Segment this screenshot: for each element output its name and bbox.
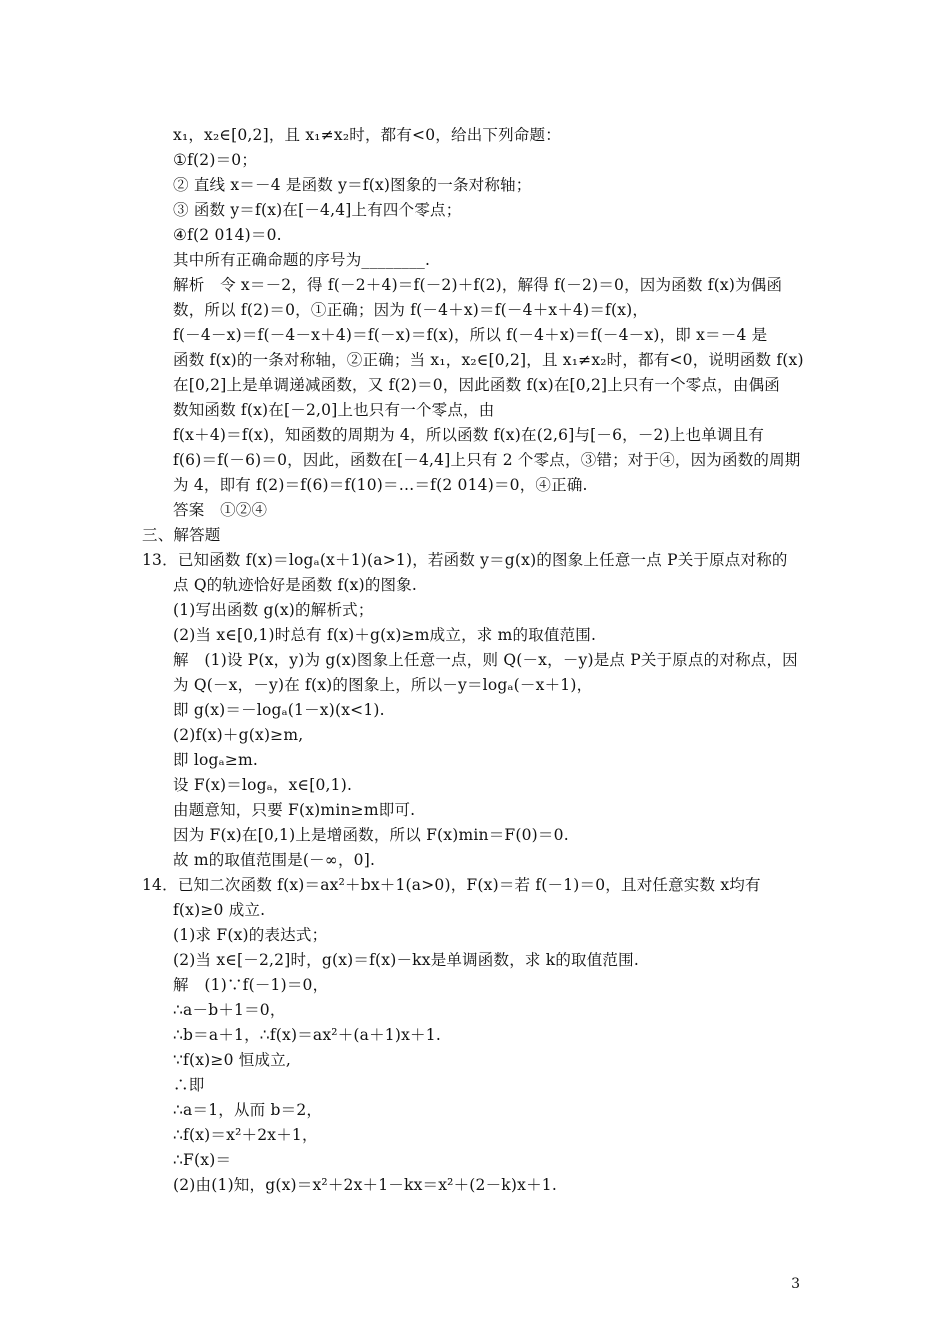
- text-line: 解析 令 x＝－2，得 f(－2＋4)＝f(－2)＋f(2)，解得 f(－2)＝0，因为函数 f(x)为偶函: [173, 276, 783, 294]
- question-13: 13．已知函数 f(x)＝logₐ(x＋1)(a>1)，若函数 y＝g(x)的图象上任意一点 P关于原点对称的: [142, 551, 788, 569]
- text-line: (2)由(1)知，g(x)＝x²＋2x＋1－kx＝x²＋(2－k)x＋1.: [173, 1176, 557, 1194]
- text-line: 由题意知，只要 F(x)min≥m即可.: [173, 801, 416, 819]
- text-line: ∴f(x)＝x²＋2x＋1，: [173, 1126, 318, 1144]
- text-line: ①f(2)＝0；: [173, 151, 258, 169]
- text-line: 即 g(x)＝－logₐ(1－x)(x<1).: [173, 701, 385, 719]
- text-line: (2)当 x∈[－2,2]时，g(x)＝f(x)－kx是单调函数，求 k的取值范围.: [173, 951, 639, 969]
- text-line: ∵f(x)≥0 恒成立,: [173, 1051, 292, 1069]
- text-line: f(6)＝f(－6)＝0，因此，函数在[－4,4]上只有 2 个零点，③错；对于④，因为函数的周期: [173, 451, 801, 469]
- answer-line: 答案 ①②④: [173, 501, 268, 519]
- text-line: (1)求 F(x)的表达式；: [173, 926, 328, 944]
- text-line: (1)写出函数 g(x)的解析式；: [173, 601, 374, 619]
- text-line: 数，所以 f(2)＝0，①正确；因为 f(－4＋x)＝f(－4＋x＋4)＝f(x)，: [173, 301, 649, 319]
- text-line: ∴b＝a＋1，∴f(x)＝ax²＋(a＋1)x＋1.: [173, 1026, 441, 1044]
- text-line: 即 logₐ≥m.: [173, 751, 259, 769]
- text-line: 故 m的取值范围是(－∞，0].: [173, 851, 376, 869]
- text-line: 设 F(x)＝logₐ，x∈[0,1).: [173, 776, 353, 794]
- text-line: 为 4，即有 f(2)＝f(6)＝f(10)＝…＝f(2 014)＝0，④正确.: [173, 476, 588, 494]
- text-line: 数知函数 f(x)在[－2,0]上也只有一个零点，由: [173, 401, 495, 419]
- text-line: ∴F(x)＝: [173, 1151, 232, 1169]
- text-line: ③ 函数 y＝f(x)在[－4,4]上有四个零点；: [173, 201, 462, 219]
- text-line: 点 Q的轨迹恰好是函数 f(x)的图象.: [173, 576, 418, 594]
- text-line: ∴a＝1，从而 b＝2，: [173, 1101, 323, 1119]
- question-14: 14．已知二次函数 f(x)＝ax²＋bx＋1(a>0)，F(x)＝若 f(－1)＝0，且对任意实数 x均有: [142, 876, 761, 894]
- text-line: ∴a－b＋1＝0，: [173, 1001, 286, 1019]
- text-line: 函数 f(x)的一条对称轴，②正确；当 x₁，x₂∈[0,2]，且 x₁≠x₂时，都有<0，说明函数 f(x): [173, 351, 804, 369]
- text-line: ④f(2 014)＝0.: [173, 226, 282, 244]
- text-line: 为 Q(－x，－y)在 f(x)的图象上，所以－y＝logₐ(－x＋1)，: [173, 676, 593, 694]
- text-line: 解 (1)∵f(－1)＝0，: [173, 976, 329, 994]
- text-line: f(x＋4)＝f(x)，知函数的周期为 4，所以函数 f(x)在(2,6]与[－6，－2)上也单调且有: [173, 426, 765, 444]
- text-line: (2)f(x)＋g(x)≥m,: [173, 726, 304, 744]
- text-line: f(－4－x)＝f(－4－x＋4)＝f(－x)＝f(x)，所以 f(－4＋x)＝f(－4－x)，即 x＝－4 是: [173, 326, 768, 344]
- text-line: ② 直线 x＝－4 是函数 y＝f(x)图象的一条对称轴；: [173, 176, 532, 194]
- text-line: f(x)≥0 成立.: [173, 901, 266, 919]
- text-line: 其中所有正确命题的序号为________.: [173, 251, 431, 269]
- page-number: 3: [791, 1276, 800, 1292]
- section-heading: 三、解答题: [142, 526, 221, 544]
- text-line: 在[0,2]上是单调递减函数，又 f(2)＝0，因此函数 f(x)在[0,2]上只有一个零点，由偶函: [173, 376, 780, 394]
- text-line: 因为 F(x)在[0,1)上是增函数，所以 F(x)min＝F(0)＝0.: [173, 826, 569, 844]
- text-line: x₁，x₂∈[0,2]，且 x₁≠x₂时，都有<0，给出下列命题：: [173, 126, 561, 144]
- text-line: ∴即: [173, 1076, 205, 1094]
- text-line: (2)当 x∈[0,1)时总有 f(x)＋g(x)≥m成立，求 m的取值范围.: [173, 626, 597, 644]
- text-line: 解 (1)设 P(x，y)为 g(x)图象上任意一点，则 Q(－x，－y)是点 P关于原点的对称点，因: [173, 651, 798, 669]
